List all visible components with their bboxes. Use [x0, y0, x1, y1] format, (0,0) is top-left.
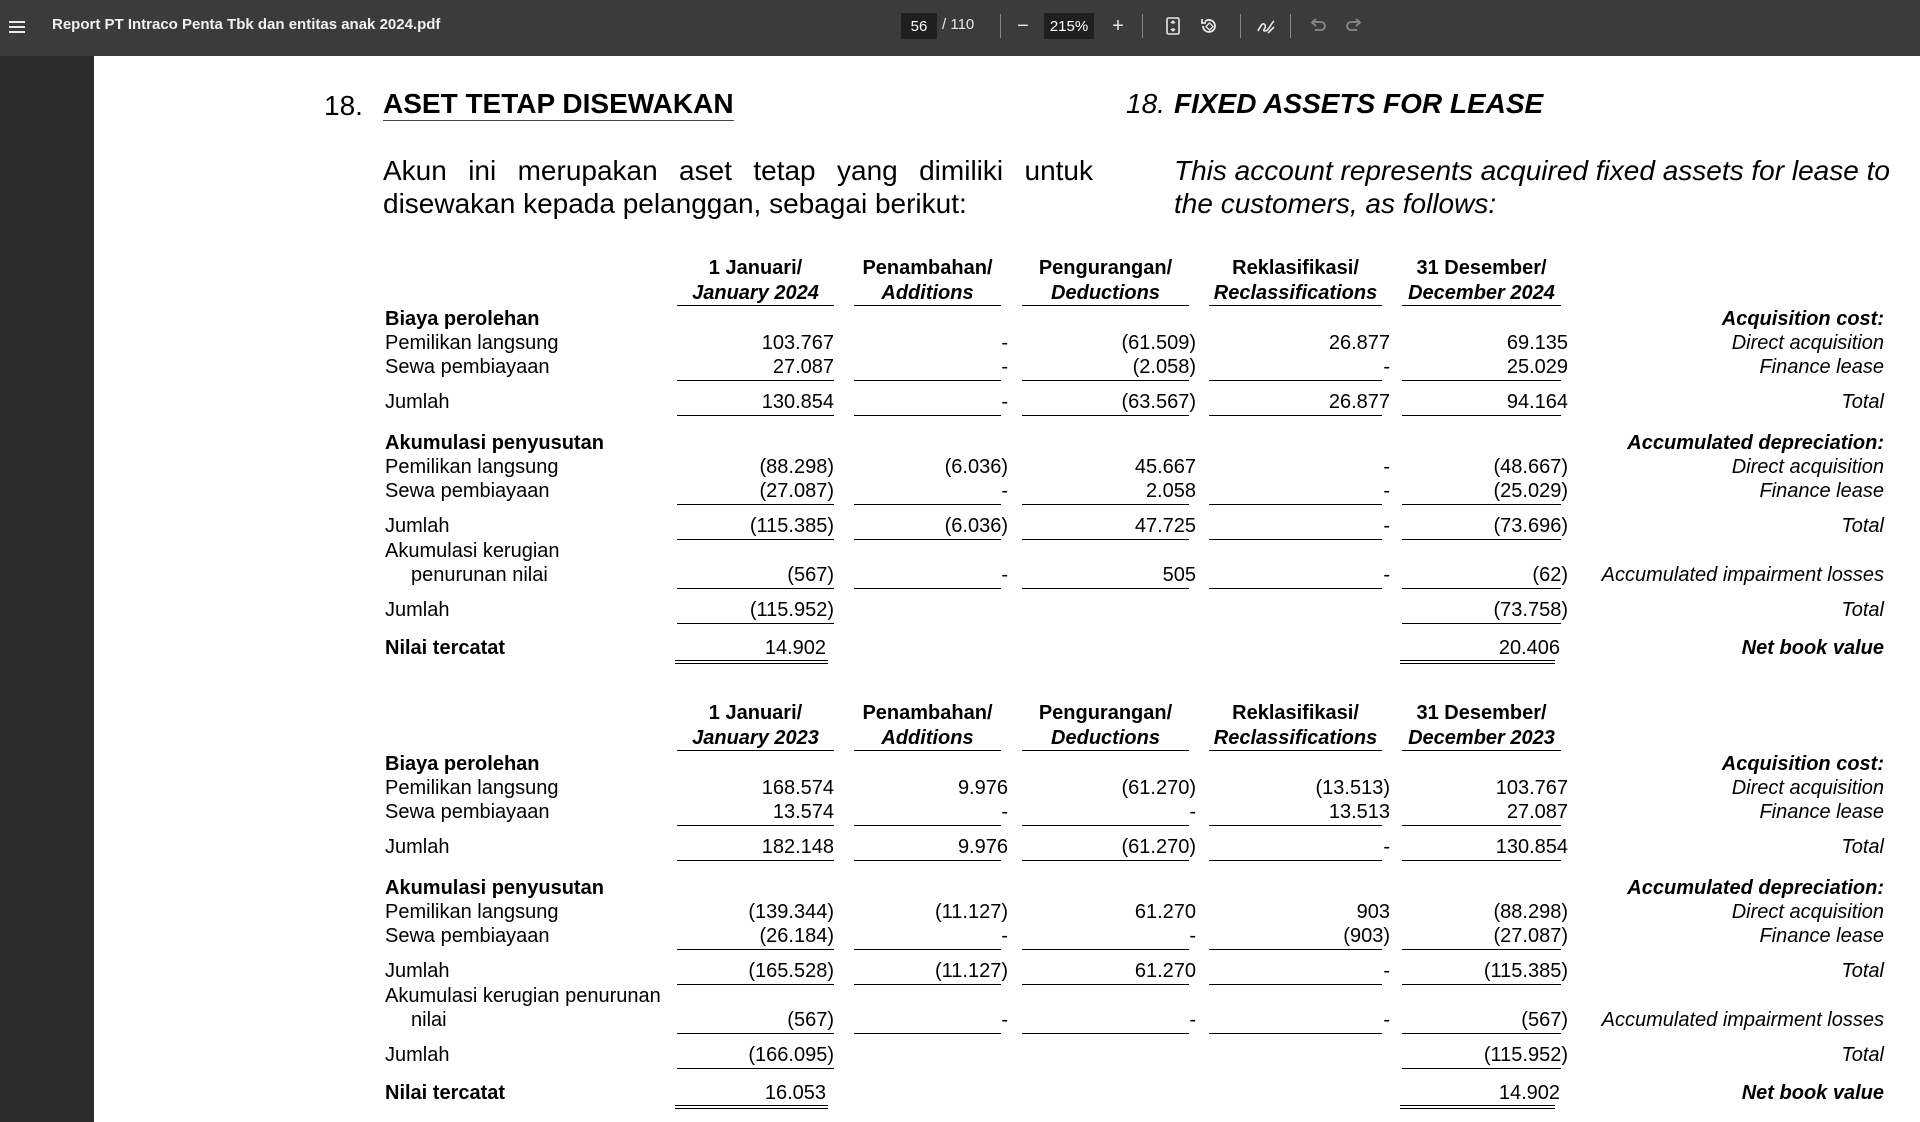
row-label: Akumulasi penyusutan [385, 877, 604, 899]
document-title: Report PT Intraco Penta Tbk dan entitas anak 2024.pdf [52, 16, 441, 33]
table-cell: - [1189, 925, 1196, 947]
row-label: Jumlah [385, 836, 450, 858]
table-cell: 14.902 [764, 637, 826, 659]
underline [1402, 623, 1561, 624]
redo-icon[interactable] [1342, 14, 1366, 38]
underline [677, 1033, 834, 1034]
table-cell: 130.854 [761, 391, 834, 413]
table-cell: (166.095) [748, 1044, 834, 1066]
table-cell: 103.767 [1495, 777, 1568, 799]
table-cell: 26.877 [1328, 391, 1390, 413]
underline [1209, 380, 1382, 381]
underline [677, 415, 834, 416]
table-cell: (48.667) [1493, 456, 1568, 478]
table-cell: 61.270 [1134, 960, 1196, 982]
table-cell: (567) [787, 1009, 834, 1031]
underline [854, 1033, 1001, 1034]
row-label: penurunan nilai [411, 564, 548, 586]
row-label: Jumlah [385, 960, 450, 982]
row-label-en: Total [1841, 391, 1884, 413]
table-cell: (139.344) [748, 901, 834, 923]
table-cell: (27.087) [759, 480, 834, 502]
table-cell: - [1001, 356, 1008, 378]
column-header: 1 Januari/ [708, 257, 803, 279]
underline [1209, 539, 1382, 540]
underline [1022, 825, 1189, 826]
table-cell: 45.667 [1134, 456, 1196, 478]
underline [854, 305, 1001, 306]
column-header-en: Additions [881, 282, 974, 304]
underline [854, 750, 1001, 751]
underline [1209, 415, 1382, 416]
table-cell: 61.270 [1134, 901, 1196, 923]
double-underline [1400, 1105, 1555, 1109]
column-header-en: January 2023 [692, 727, 819, 749]
row-label-en: Acquisition cost: [1721, 308, 1884, 330]
table-cell: (115.952) [749, 599, 834, 621]
table-cell: - [1001, 801, 1008, 823]
table-cell: - [1383, 480, 1390, 502]
table-cell: 27.087 [772, 356, 834, 378]
column-header-en: Deductions [1051, 727, 1160, 749]
underline [1402, 539, 1561, 540]
row-label-en: Net book value [1741, 1082, 1884, 1104]
column-header: Pengurangan/ [1038, 702, 1173, 724]
row-label-en: Finance lease [1759, 801, 1884, 823]
underline [677, 984, 834, 985]
underline [1209, 750, 1382, 751]
table-cell: (115.385) [749, 515, 834, 537]
fit-page-icon[interactable] [1161, 14, 1185, 38]
row-label: Jumlah [385, 1044, 450, 1066]
table-cell: - [1001, 925, 1008, 947]
table-cell: (61.270) [1121, 836, 1196, 858]
undo-icon[interactable] [1306, 14, 1330, 38]
underline [1402, 860, 1561, 861]
section-number: 18. [324, 90, 363, 121]
underline [1209, 504, 1382, 505]
double-underline [1400, 660, 1555, 664]
row-label: Sewa pembiayaan [385, 480, 550, 502]
underline [1022, 984, 1189, 985]
toolbar-divider [1290, 14, 1291, 38]
table-cell: - [1189, 801, 1196, 823]
table-cell: 14.902 [1498, 1082, 1560, 1104]
row-label-en: Total [1841, 599, 1884, 621]
underline [1209, 825, 1382, 826]
table-cell: (61.509) [1121, 332, 1196, 354]
column-header-en: Reclassifications [1213, 727, 1378, 749]
column-header: Reklasifikasi/ [1232, 257, 1359, 279]
table-cell: - [1189, 1009, 1196, 1031]
row-label-en: Accumulated impairment losses [1601, 564, 1884, 586]
table-cell: 20.406 [1498, 637, 1560, 659]
row-label: Pemilikan langsung [385, 332, 559, 354]
row-label-en: Accumulated impairment losses [1601, 1009, 1884, 1031]
table-cell: 13.513 [1328, 801, 1390, 823]
underline [1022, 415, 1189, 416]
underline [677, 380, 834, 381]
row-label: Akumulasi kerugian [385, 540, 560, 562]
underline [1402, 825, 1561, 826]
rotate-icon[interactable] [1197, 14, 1221, 38]
underline [1402, 380, 1561, 381]
underline [677, 1068, 834, 1069]
table-cell: 505 [1162, 564, 1196, 586]
underline [1022, 949, 1189, 950]
row-label-en: Accumulated depreciation: [1627, 877, 1884, 899]
underline [1209, 949, 1382, 950]
underline [854, 860, 1001, 861]
column-header-en: Deductions [1051, 282, 1160, 304]
row-label: Nilai tercatat [385, 637, 506, 659]
zoom-out-button[interactable]: − [1017, 14, 1029, 37]
underline [1402, 588, 1561, 589]
table-cell: (27.087) [1493, 925, 1568, 947]
table-cell: (61.270) [1121, 777, 1196, 799]
underline [854, 504, 1001, 505]
underline [1402, 1068, 1561, 1069]
column-header-en: December 2023 [1408, 727, 1555, 749]
underline [1402, 504, 1561, 505]
underline [677, 623, 834, 624]
table-cell: 25.029 [1506, 356, 1568, 378]
table-cell: - [1383, 960, 1390, 982]
row-label-en: Total [1841, 515, 1884, 537]
section-title: ASET TETAP DISEWAKAN [383, 88, 734, 119]
row-label-en: Direct acquisition [1731, 456, 1884, 478]
underline [677, 860, 834, 861]
row-label-en: Direct acquisition [1731, 777, 1884, 799]
table-cell: 47.725 [1134, 515, 1196, 537]
table-cell: - [1383, 564, 1390, 586]
column-header-en: Reclassifications [1213, 282, 1378, 304]
zoom-in-button[interactable]: + [1112, 14, 1124, 37]
underline [1402, 750, 1561, 751]
underline [854, 949, 1001, 950]
table-cell: (26.184) [759, 925, 834, 947]
underline [1209, 305, 1382, 306]
table-cell: (13.513) [1315, 777, 1390, 799]
underline [677, 949, 834, 950]
table-cell: (115.385) [1483, 960, 1568, 982]
table-cell: (88.298) [759, 456, 834, 478]
column-header: Penambahan/ [862, 257, 993, 279]
left-panel [0, 56, 94, 1122]
underline [677, 504, 834, 505]
underline [677, 539, 834, 540]
row-label-en: Finance lease [1759, 356, 1884, 378]
table-cell: - [1383, 515, 1390, 537]
row-label: Sewa pembiayaan [385, 925, 550, 947]
table-cell: - [1383, 356, 1390, 378]
table-cell: (165.528) [748, 960, 834, 982]
row-label: Biaya perolehan [385, 308, 540, 330]
underline [1209, 1033, 1382, 1034]
draw-icon[interactable] [1254, 14, 1278, 38]
table-cell: 69.135 [1506, 332, 1568, 354]
table-cell: (6.036) [944, 456, 1008, 478]
section-title-en: FIXED ASSETS FOR LEASE [1174, 88, 1544, 119]
table-cell: (567) [1521, 1009, 1568, 1031]
row-label: Jumlah [385, 599, 450, 621]
underline [1022, 305, 1189, 306]
table-cell: (88.298) [1493, 901, 1568, 923]
underline [1209, 588, 1382, 589]
table-cell: - [1383, 1009, 1390, 1031]
underline [1209, 984, 1382, 985]
underline [1402, 305, 1561, 306]
intro-text: Akun ini merupakan aset tetap yang dimiliki untuk disewakan kepada pelanggan, sebagai berikut: [383, 155, 1093, 219]
underline [1022, 860, 1189, 861]
underline [1402, 984, 1561, 985]
table-cell: 27.087 [1506, 801, 1568, 823]
table-cell: - [1383, 456, 1390, 478]
row-label: Jumlah [385, 391, 450, 413]
column-header: Pengurangan/ [1038, 257, 1173, 279]
page-number-input[interactable]: 56 [901, 13, 937, 39]
underline [1022, 539, 1189, 540]
underline [854, 984, 1001, 985]
row-label-en: Accumulated depreciation: [1627, 432, 1884, 454]
row-label-en: Total [1841, 960, 1884, 982]
table-cell: (25.029) [1493, 480, 1568, 502]
table-cell: - [1001, 564, 1008, 586]
table-cell: 182.148 [761, 836, 834, 858]
hamburger-menu-icon[interactable] [8, 16, 26, 38]
row-label-en: Direct acquisition [1731, 901, 1884, 923]
column-header: Reklasifikasi/ [1232, 702, 1359, 724]
row-label-en: Total [1841, 836, 1884, 858]
row-label-en: Acquisition cost: [1721, 753, 1884, 775]
row-label-en: Finance lease [1759, 480, 1884, 502]
row-label: nilai [411, 1009, 447, 1031]
table-cell: 9.976 [957, 777, 1008, 799]
row-label: Pemilikan langsung [385, 901, 559, 923]
double-underline [675, 660, 828, 664]
column-header-en: Additions [881, 727, 974, 749]
underline [854, 588, 1001, 589]
underline [677, 588, 834, 589]
row-label: Akumulasi penyusutan [385, 432, 604, 454]
table-cell: - [1001, 480, 1008, 502]
pdf-toolbar [0, 0, 1920, 56]
toolbar-divider [1142, 14, 1143, 38]
row-label-en: Direct acquisition [1731, 332, 1884, 354]
table-cell: 13.574 [772, 801, 834, 823]
underline [677, 825, 834, 826]
pdf-page [94, 56, 1920, 1122]
underline [677, 305, 834, 306]
underline [854, 380, 1001, 381]
column-header: 31 Desember/ [1416, 257, 1547, 279]
column-header: 1 Januari/ [708, 702, 803, 724]
table-cell: (63.567) [1121, 391, 1196, 413]
page-total: / 110 [942, 16, 975, 33]
row-label-en: Total [1841, 1044, 1884, 1066]
table-cell: (73.758) [1493, 599, 1568, 621]
underline [1022, 1033, 1189, 1034]
table-cell: (62) [1532, 564, 1568, 586]
double-underline [675, 1105, 828, 1109]
underline [1022, 504, 1189, 505]
column-header: Penambahan/ [862, 702, 993, 724]
toolbar-divider [1000, 14, 1001, 38]
table-cell: (2.058) [1132, 356, 1196, 378]
table-cell: - [1001, 391, 1008, 413]
underline [1209, 860, 1382, 861]
row-label: Jumlah [385, 515, 450, 537]
underline [1022, 380, 1189, 381]
intro-text-en: This account represents acquired fixed assets for lease to the customers, as follows: [1174, 155, 1890, 219]
table-cell: (115.952) [1483, 1044, 1568, 1066]
table-cell: - [1001, 1009, 1008, 1031]
toolbar-divider [1240, 14, 1241, 38]
table-cell: 103.767 [761, 332, 834, 354]
underline [1022, 750, 1189, 751]
column-header-en: January 2024 [692, 282, 819, 304]
table-cell: 903 [1356, 901, 1390, 923]
row-label: Biaya perolehan [385, 753, 540, 775]
underline [854, 825, 1001, 826]
table-cell: 168.574 [761, 777, 834, 799]
table-cell: (11.127) [934, 960, 1008, 982]
row-label: Pemilikan langsung [385, 777, 559, 799]
table-cell: 9.976 [957, 836, 1008, 858]
table-cell: 130.854 [1495, 836, 1568, 858]
row-label: Pemilikan langsung [385, 456, 559, 478]
underline [1022, 588, 1189, 589]
column-header-en: December 2024 [1408, 282, 1555, 304]
table-cell: (11.127) [934, 901, 1008, 923]
row-label: Sewa pembiayaan [385, 801, 550, 823]
table-cell: 94.164 [1506, 391, 1568, 413]
column-header: 31 Desember/ [1416, 702, 1547, 724]
table-cell: 2.058 [1145, 480, 1196, 502]
underline [1402, 1033, 1561, 1034]
table-cell: (903) [1343, 925, 1390, 947]
table-cell: (73.696) [1493, 515, 1568, 537]
underline [1402, 949, 1561, 950]
table-cell: 26.877 [1328, 332, 1390, 354]
row-label-en: Net book value [1741, 637, 1884, 659]
underline [1402, 415, 1561, 416]
table-cell: (6.036) [944, 515, 1008, 537]
table-cell: 16.053 [764, 1082, 826, 1104]
row-label: Nilai tercatat [385, 1082, 506, 1104]
section-number-en: 18. [1126, 88, 1165, 119]
table-cell: (567) [787, 564, 834, 586]
zoom-level-input[interactable]: 215% [1044, 13, 1094, 39]
row-label-en: Finance lease [1759, 925, 1884, 947]
table-cell: - [1383, 836, 1390, 858]
table-cell: - [1001, 332, 1008, 354]
underline [854, 539, 1001, 540]
underline [854, 415, 1001, 416]
underline [677, 750, 834, 751]
row-label: Akumulasi kerugian penurunan [385, 985, 661, 1007]
row-label: Sewa pembiayaan [385, 356, 550, 378]
